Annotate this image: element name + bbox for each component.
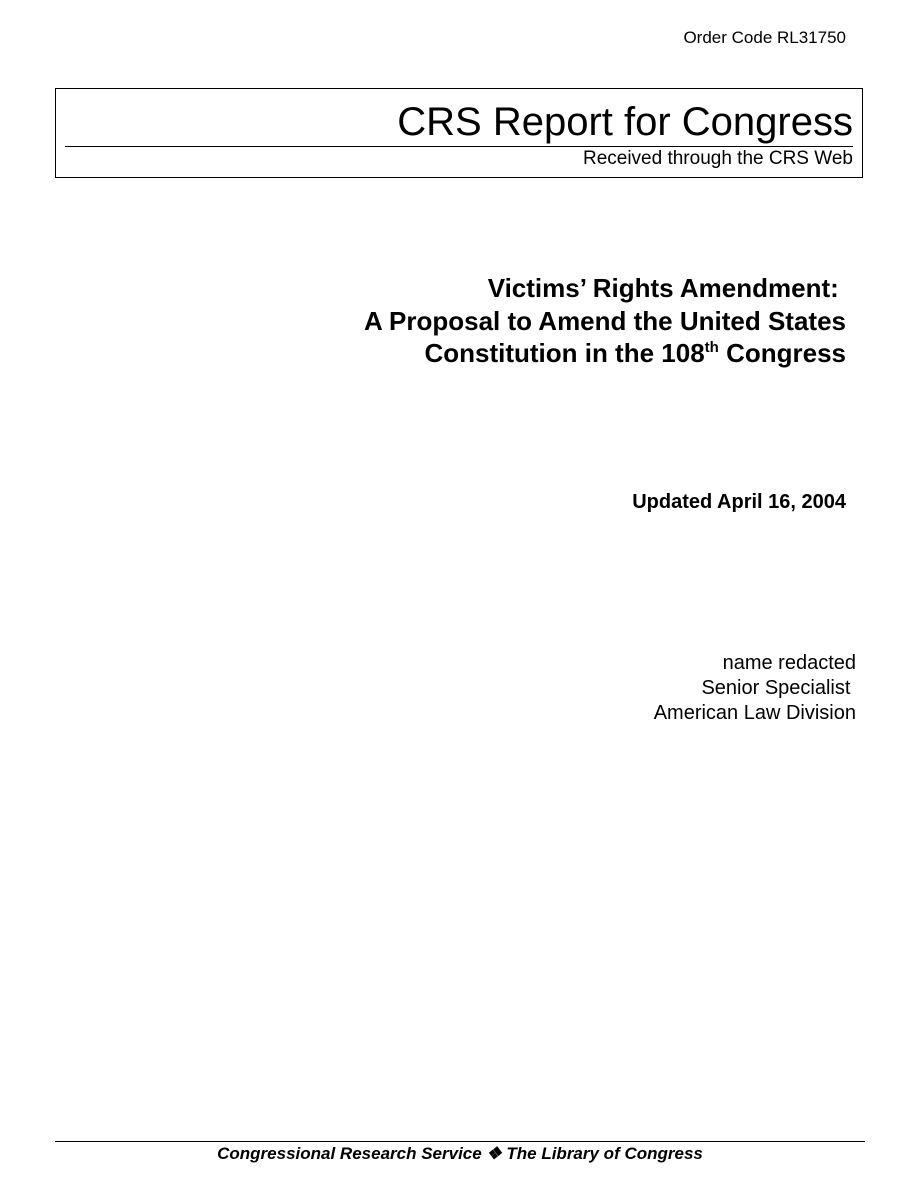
footer-text: Congressional Research Service ❖ The Library of Congress <box>217 1144 703 1163</box>
order-code: Order Code RL31750 <box>683 28 846 47</box>
author-name: name redacted <box>722 652 856 674</box>
footer-divider <box>55 1141 865 1142</box>
updated-date: Updated April 16, 2004 <box>632 491 846 513</box>
author-division: American Law Division <box>653 702 856 724</box>
report-title-line-2: A Proposal to Amend the United States <box>363 305 846 336</box>
report-title-line-3-suffix: Congress <box>718 338 846 368</box>
ordinal-suffix: th <box>704 339 719 356</box>
report-series-subtitle: Received through the CRS Web <box>582 148 853 169</box>
report-series-title: CRS Report for Congress <box>397 100 853 144</box>
report-title-line-1: Victims’ Rights Amendment: <box>487 273 846 303</box>
report-title <box>364 272 846 370</box>
report-title-line-3 <box>364 337 846 370</box>
author-position: Senior Specialist <box>701 677 856 699</box>
author-block <box>654 651 856 726</box>
report-header-box <box>55 88 863 178</box>
report-title-line-3-prefix: Constitution in the 108 <box>424 338 705 368</box>
header-divider <box>65 146 853 147</box>
